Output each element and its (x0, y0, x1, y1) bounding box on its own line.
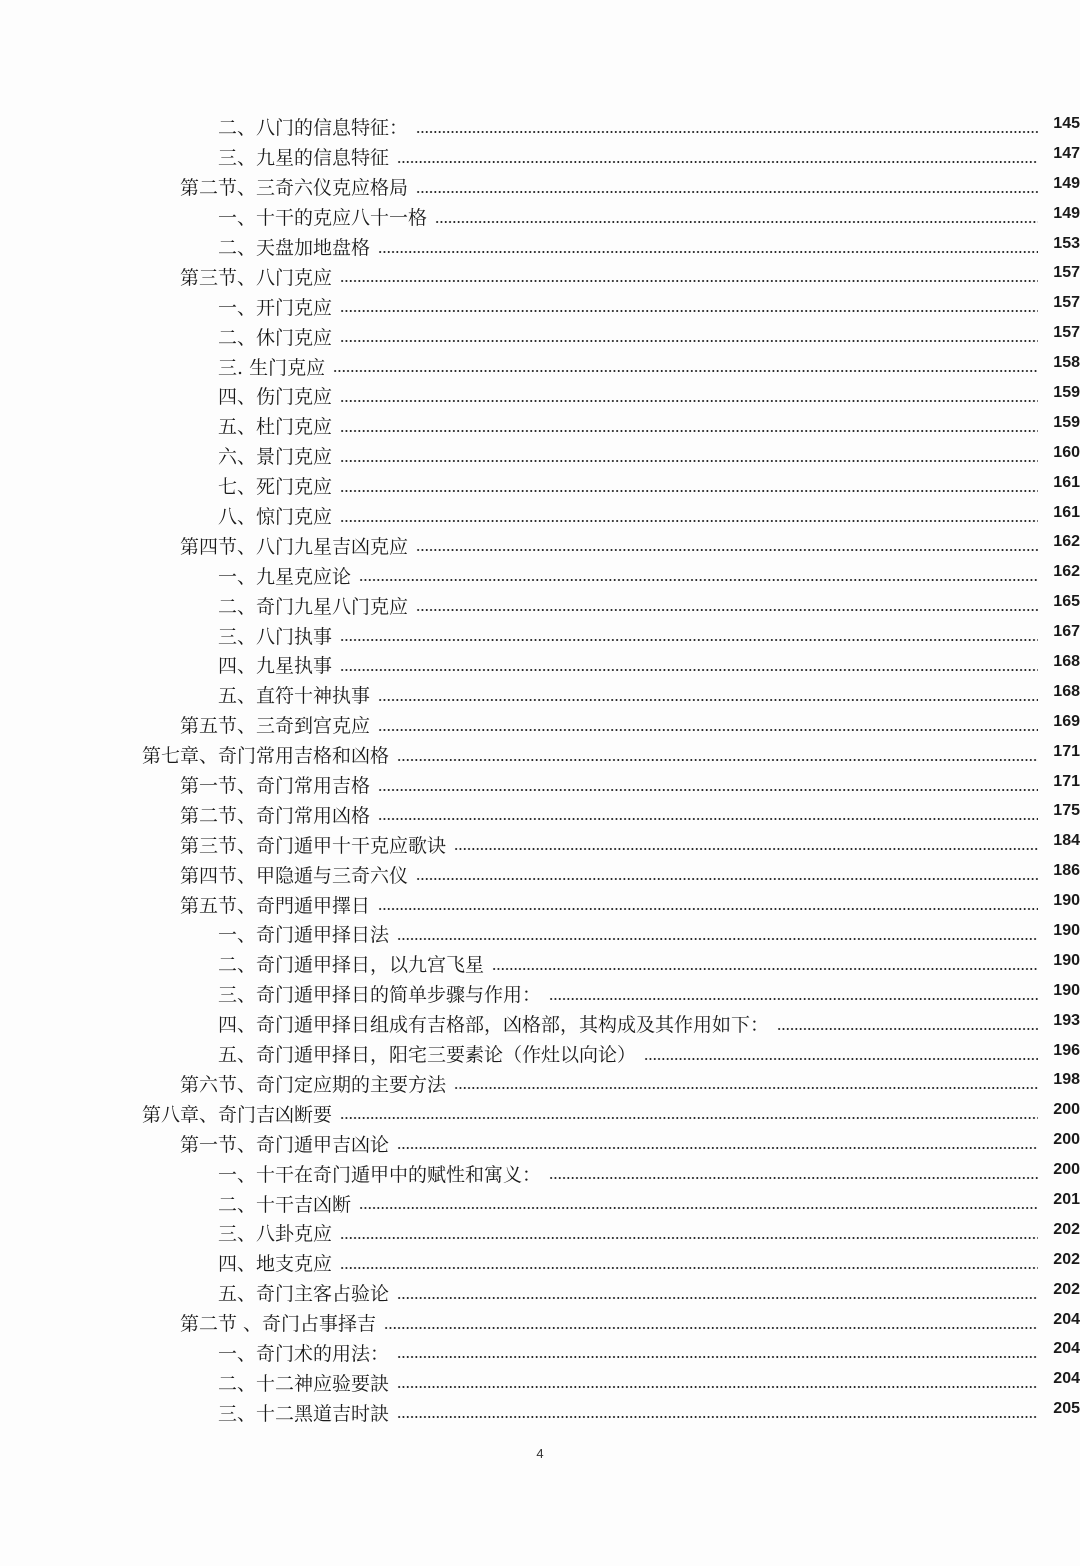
dot-leader (340, 400, 1038, 402)
dot-leader (416, 609, 1038, 611)
toc-entry-page: 157 (1053, 294, 1080, 312)
toc-entry-page: 161 (1053, 503, 1080, 521)
toc-entry-page: 190 (1053, 921, 1080, 939)
dot-leader (340, 1267, 1038, 1269)
toc-entry-title: 一、开门克应 (218, 296, 333, 319)
toc-entry[interactable] (0, 829, 1080, 859)
table-of-contents (0, 112, 1080, 1427)
toc-entry-page: 204 (1053, 1340, 1080, 1358)
toc-entry[interactable] (0, 1128, 1080, 1158)
toc-entry-page: 175 (1053, 802, 1080, 820)
toc-entry-page: 147 (1053, 144, 1080, 162)
dot-leader (340, 310, 1038, 312)
dot-leader (340, 430, 1038, 432)
toc-entry-title: 第五节、三奇到宫克应 (180, 715, 371, 738)
toc-entry-title: 三、奇门遁甲择日的简单步骤与作用： (218, 984, 542, 1007)
toc-entry-title: 第五节、奇門遁甲擇日 (180, 894, 371, 917)
toc-entry[interactable] (0, 172, 1080, 202)
dot-leader (378, 818, 1038, 820)
toc-entry-page: 202 (1053, 1220, 1080, 1238)
toc-entry-title: 四、九星执事 (218, 655, 333, 678)
toc-entry[interactable] (0, 202, 1080, 232)
toc-entry-title: 二、十二神应验要訣 (218, 1372, 390, 1395)
toc-entry[interactable] (0, 740, 1080, 770)
dot-leader (397, 161, 1038, 163)
toc-entry-page: 190 (1053, 951, 1080, 969)
toc-entry[interactable] (0, 501, 1080, 531)
toc-entry[interactable] (0, 710, 1080, 740)
toc-entry-page: 165 (1053, 593, 1080, 611)
toc-entry-page: 202 (1053, 1250, 1080, 1268)
dot-leader (378, 699, 1038, 701)
toc-entry-title: 二、休门克应 (218, 326, 333, 349)
toc-entry-page: 162 (1053, 533, 1080, 551)
toc-entry-title: 三、八门执事 (218, 625, 333, 648)
toc-entry[interactable] (0, 1278, 1080, 1308)
toc-entry[interactable] (0, 441, 1080, 471)
toc-entry-title: 四、地支克应 (218, 1253, 333, 1276)
toc-entry-title: 第二节、奇门常用凶格 (180, 804, 371, 827)
toc-entry[interactable] (0, 859, 1080, 889)
dot-leader (340, 639, 1038, 641)
toc-entry-title: 二、天盘加地盘格 (218, 237, 371, 259)
toc-entry-title: 二、八门的信息特征： (218, 117, 409, 140)
toc-entry[interactable] (0, 1397, 1080, 1427)
toc-entry-title: 第七章、奇门常用吉格和凶格 (142, 745, 390, 768)
toc-entry-page: 167 (1053, 623, 1080, 641)
dot-leader (397, 759, 1038, 761)
dot-leader (333, 370, 1038, 372)
toc-entry-title: 第一节、奇门遁甲吉凶论 (180, 1133, 390, 1156)
toc-entry-title: 五、奇门主客占验论 (218, 1283, 390, 1306)
toc-entry[interactable] (0, 1308, 1080, 1338)
dot-leader (384, 1327, 1038, 1329)
toc-entry-title: 七、死门克应 (218, 476, 333, 499)
toc-entry[interactable] (0, 112, 1080, 142)
toc-entry-title: 五、奇门遁甲择日，阳宅三要素论（作灶以向论） (218, 1044, 637, 1067)
toc-entry-title: 五、直符十神执事 (218, 685, 371, 708)
toc-entry-page: 160 (1053, 443, 1080, 461)
toc-entry-title: 三、九星的信息特征 (218, 147, 390, 170)
dot-leader (340, 520, 1038, 522)
toc-entry[interactable] (0, 351, 1080, 381)
toc-entry-page: 193 (1053, 1011, 1080, 1029)
toc-entry[interactable] (0, 261, 1080, 291)
dot-leader (359, 1207, 1038, 1209)
dot-leader (397, 1356, 1038, 1358)
dot-leader (340, 490, 1038, 492)
toc-entry-page: 149 (1053, 204, 1080, 222)
toc-entry[interactable] (0, 381, 1080, 411)
dot-leader (644, 1058, 1038, 1060)
toc-entry-page: 200 (1053, 1131, 1080, 1149)
dot-leader (340, 669, 1038, 671)
toc-entry[interactable] (0, 142, 1080, 172)
dot-leader (378, 251, 1038, 253)
toc-entry[interactable] (0, 949, 1080, 979)
toc-entry-title: 第三节、奇门遁甲十干克应歌诀 (180, 834, 447, 857)
dot-leader (378, 908, 1038, 910)
toc-entry-title: 三. 生门克应 (218, 356, 326, 379)
dot-leader (549, 998, 1038, 1000)
toc-entry-title: 三、八卦克应 (218, 1223, 333, 1246)
dot-leader (416, 878, 1038, 880)
toc-entry-title: 一、十干的克应八十一格 (218, 207, 428, 230)
toc-entry[interactable] (0, 1338, 1080, 1368)
toc-entry-title: 第四节、甲隐遁与三奇六仪 (180, 864, 409, 887)
toc-entry-title: 第四节、八门九星吉凶克应 (180, 535, 409, 558)
toc-entry-page: 157 (1053, 324, 1080, 342)
toc-entry-title: 六、景门克应 (218, 446, 333, 469)
toc-entry-page: 184 (1053, 832, 1080, 850)
dot-leader (397, 1416, 1038, 1418)
toc-entry-title: 四、奇门遁甲择日组成有吉格部，凶格部，其构成及其作用如下： (218, 1014, 770, 1037)
toc-entry[interactable] (0, 291, 1080, 321)
dot-leader (416, 191, 1038, 193)
dot-leader (416, 549, 1038, 551)
dot-leader (340, 1237, 1038, 1239)
toc-entry-title: 一、奇门术的用法： (218, 1342, 390, 1365)
toc-entry[interactable] (0, 1158, 1080, 1188)
toc-entry-title: 八、惊门克应 (218, 506, 333, 529)
toc-entry[interactable] (0, 1009, 1080, 1039)
toc-entry[interactable] (0, 1188, 1080, 1218)
toc-entry-page: 202 (1053, 1280, 1080, 1298)
toc-entry-title: 二、奇门九星八门克应 (218, 595, 409, 618)
toc-entry-title: 二、奇门遁甲择日，以九宫飞星 (218, 954, 485, 977)
dot-leader (435, 221, 1038, 223)
toc-entry[interactable] (0, 1039, 1080, 1069)
dot-leader (397, 938, 1038, 940)
toc-entry[interactable] (0, 680, 1080, 710)
toc-entry-title: 二、十干吉凶断 (218, 1193, 352, 1216)
dot-leader (378, 789, 1038, 791)
toc-entry-title: 五、杜门克应 (218, 416, 333, 439)
toc-entry[interactable] (0, 889, 1080, 919)
toc-entry[interactable] (0, 1218, 1080, 1248)
toc-entry[interactable] (0, 321, 1080, 351)
toc-entry-page: 159 (1053, 383, 1080, 401)
toc-entry[interactable] (0, 530, 1080, 560)
toc-entry-page: 190 (1053, 892, 1080, 910)
toc-entry-page: 204 (1053, 1370, 1080, 1388)
toc-entry-title: 第二节 、奇门占事择吉 (180, 1313, 377, 1336)
toc-entry-title: 四、伤门克应 (218, 386, 333, 409)
toc-entry-title: 第二节、三奇六仪克应格局 (180, 177, 409, 200)
toc-entry-page: 161 (1053, 473, 1080, 491)
toc-entry[interactable] (0, 411, 1080, 441)
toc-entry-page: 186 (1053, 862, 1080, 880)
toc-entry-title: 一、九星克应论 (218, 565, 352, 588)
dot-leader (378, 729, 1038, 731)
toc-entry[interactable] (0, 620, 1080, 650)
toc-entry-title: 第三节、八门克应 (180, 266, 333, 289)
toc-entry[interactable] (0, 770, 1080, 800)
toc-entry[interactable] (0, 1069, 1080, 1099)
dot-leader (397, 1386, 1038, 1388)
dot-leader (397, 1147, 1038, 1149)
toc-entry[interactable] (0, 232, 1080, 262)
dot-leader (454, 1087, 1038, 1089)
dot-leader (340, 340, 1038, 342)
toc-entry[interactable] (0, 1367, 1080, 1397)
toc-entry-title: 第六节、奇门定应期的主要方法 (180, 1073, 447, 1096)
toc-entry-title: 第一节、奇门常用吉格 (180, 775, 371, 798)
toc-entry[interactable] (0, 979, 1080, 1009)
toc-entry-page: 190 (1053, 981, 1080, 999)
toc-entry[interactable] (0, 650, 1080, 680)
toc-entry-page: 196 (1053, 1041, 1080, 1059)
toc-entry-page: 145 (1053, 114, 1080, 132)
toc-entry-page: 198 (1053, 1071, 1080, 1089)
dot-leader (416, 131, 1038, 133)
dot-leader (777, 1028, 1038, 1030)
toc-entry-page: 171 (1053, 742, 1080, 760)
toc-entry[interactable] (0, 1248, 1080, 1278)
toc-entry-title: 一、十干在奇门遁甲中的赋性和寓义： (218, 1163, 542, 1186)
toc-entry-title: 一、奇门遁甲择日法 (218, 924, 390, 947)
dot-leader (340, 460, 1038, 462)
page-number: 4 (536, 1446, 544, 1461)
dot-leader (454, 848, 1038, 850)
toc-entry[interactable] (0, 799, 1080, 829)
toc-entry-page: 169 (1053, 712, 1080, 730)
toc-entry-page: 200 (1053, 1101, 1080, 1119)
toc-entry-page: 204 (1053, 1310, 1080, 1328)
toc-entry-page: 200 (1053, 1161, 1080, 1179)
dot-leader (359, 579, 1038, 581)
toc-entry-page: 159 (1053, 413, 1080, 431)
toc-entry[interactable] (0, 590, 1080, 620)
toc-entry[interactable] (0, 471, 1080, 501)
toc-entry-page: 171 (1053, 772, 1080, 790)
dot-leader (492, 968, 1038, 970)
dot-leader (340, 280, 1038, 282)
toc-entry-title: 第八章、奇门吉凶断要 (142, 1103, 333, 1126)
toc-entry-page: 205 (1053, 1400, 1080, 1418)
toc-entry-page: 157 (1053, 264, 1080, 282)
toc-entry[interactable] (0, 560, 1080, 590)
toc-entry-page: 201 (1053, 1191, 1080, 1208)
toc-entry-page: 162 (1053, 563, 1080, 581)
toc-entry-page: 149 (1053, 174, 1080, 192)
dot-leader (549, 1177, 1038, 1179)
dot-leader (397, 1297, 1038, 1299)
toc-entry-page: 158 (1053, 354, 1080, 372)
toc-entry-page: 168 (1053, 682, 1080, 700)
toc-entry-title: 三、十二黑道吉时訣 (218, 1402, 390, 1425)
toc-entry[interactable] (0, 919, 1080, 949)
toc-entry-page: 168 (1053, 652, 1080, 670)
toc-entry-page: 153 (1053, 234, 1080, 252)
dot-leader (340, 1117, 1038, 1119)
toc-entry[interactable] (0, 1098, 1080, 1128)
